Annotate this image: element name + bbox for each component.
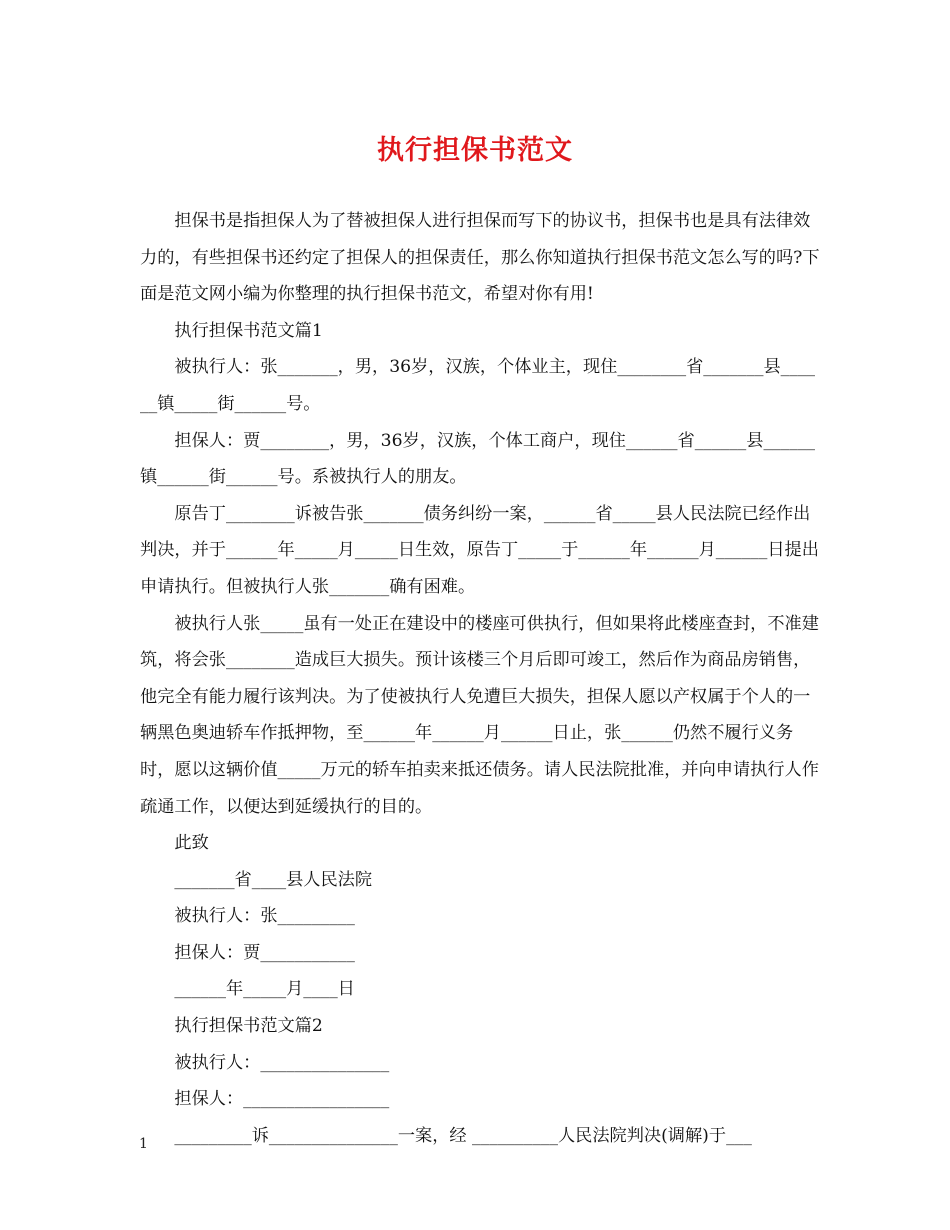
- section-heading-1: 执行担保书范文篇1: [174, 320, 323, 341]
- signature-guarantor: 担保人：贾___________: [174, 942, 355, 963]
- salutation: 此致: [174, 833, 209, 854]
- document-body: [140, 203, 820, 1154]
- document-title: 执行担保书范文: [377, 135, 573, 166]
- addressee-court: _______省____县人民法院: [174, 869, 373, 890]
- paragraph-case-background: 原告丁________诉被告张_______债务纠纷一案，______省_____县人民法院已经作出判决，并于______年_____月_____日生效，原告丁_____于______年______月______日提出申请执行。但被执行人张_______确有困难。: [140, 503, 819, 597]
- paragraph-guarantee-terms: 被执行人张_____虽有一处正在建设中的楼座可供执行，但如果将此楼座查封，不准建筑，将会张________造成巨大损失。预计该楼三个月后即可竣工，然后作为商品房销售，他完全有能力履行该判决。为了使被执行人免遭巨大损失，担保人愿以产权属于个人的一辆黑色奥迪轿车作抵押物，至______年______月______日止，张______仍然不履行义务时，愿以这辆价值_____万元的轿车拍卖来抵还债务。请人民法院批准，并向申请执行人作疏通工作，以便达到延缓执行的目的。: [140, 613, 819, 817]
- template2-guarantor: 担保人：_________________: [174, 1089, 390, 1110]
- signature-date: ______年_____月____日: [174, 979, 355, 1000]
- intro-paragraph: 担保书是指担保人为了替被担保人进行担保而写下的协议书，担保书也是具有法律效力的，有些担保书还约定了担保人的担保责任，那么你知道执行担保书范文怎么写的吗?下面是范文网小编为你整理的执行担保书范文，希望对你有用!: [140, 211, 820, 305]
- page-number: 1: [139, 1136, 148, 1152]
- paragraph-guarantor-info: 担保人：贾________，男，36岁，汉族，个体工商户，现住______省______县______镇______街______号。系被执行人的朋友。: [140, 430, 816, 488]
- section-heading-2: 执行担保书范文篇2: [174, 1016, 323, 1037]
- signature-debtor: 被执行人：张_________: [174, 906, 355, 927]
- template2-case-line: _________诉_______________一案，经 __________人民法院判决(调解)于___: [174, 1125, 752, 1146]
- paragraph-debtor-info: 被执行人：张_______，男，36岁，汉族，个体业主，现住________省_______县______镇_____街______号。: [140, 357, 816, 414]
- template2-debtor: 被执行人：_______________: [174, 1052, 390, 1073]
